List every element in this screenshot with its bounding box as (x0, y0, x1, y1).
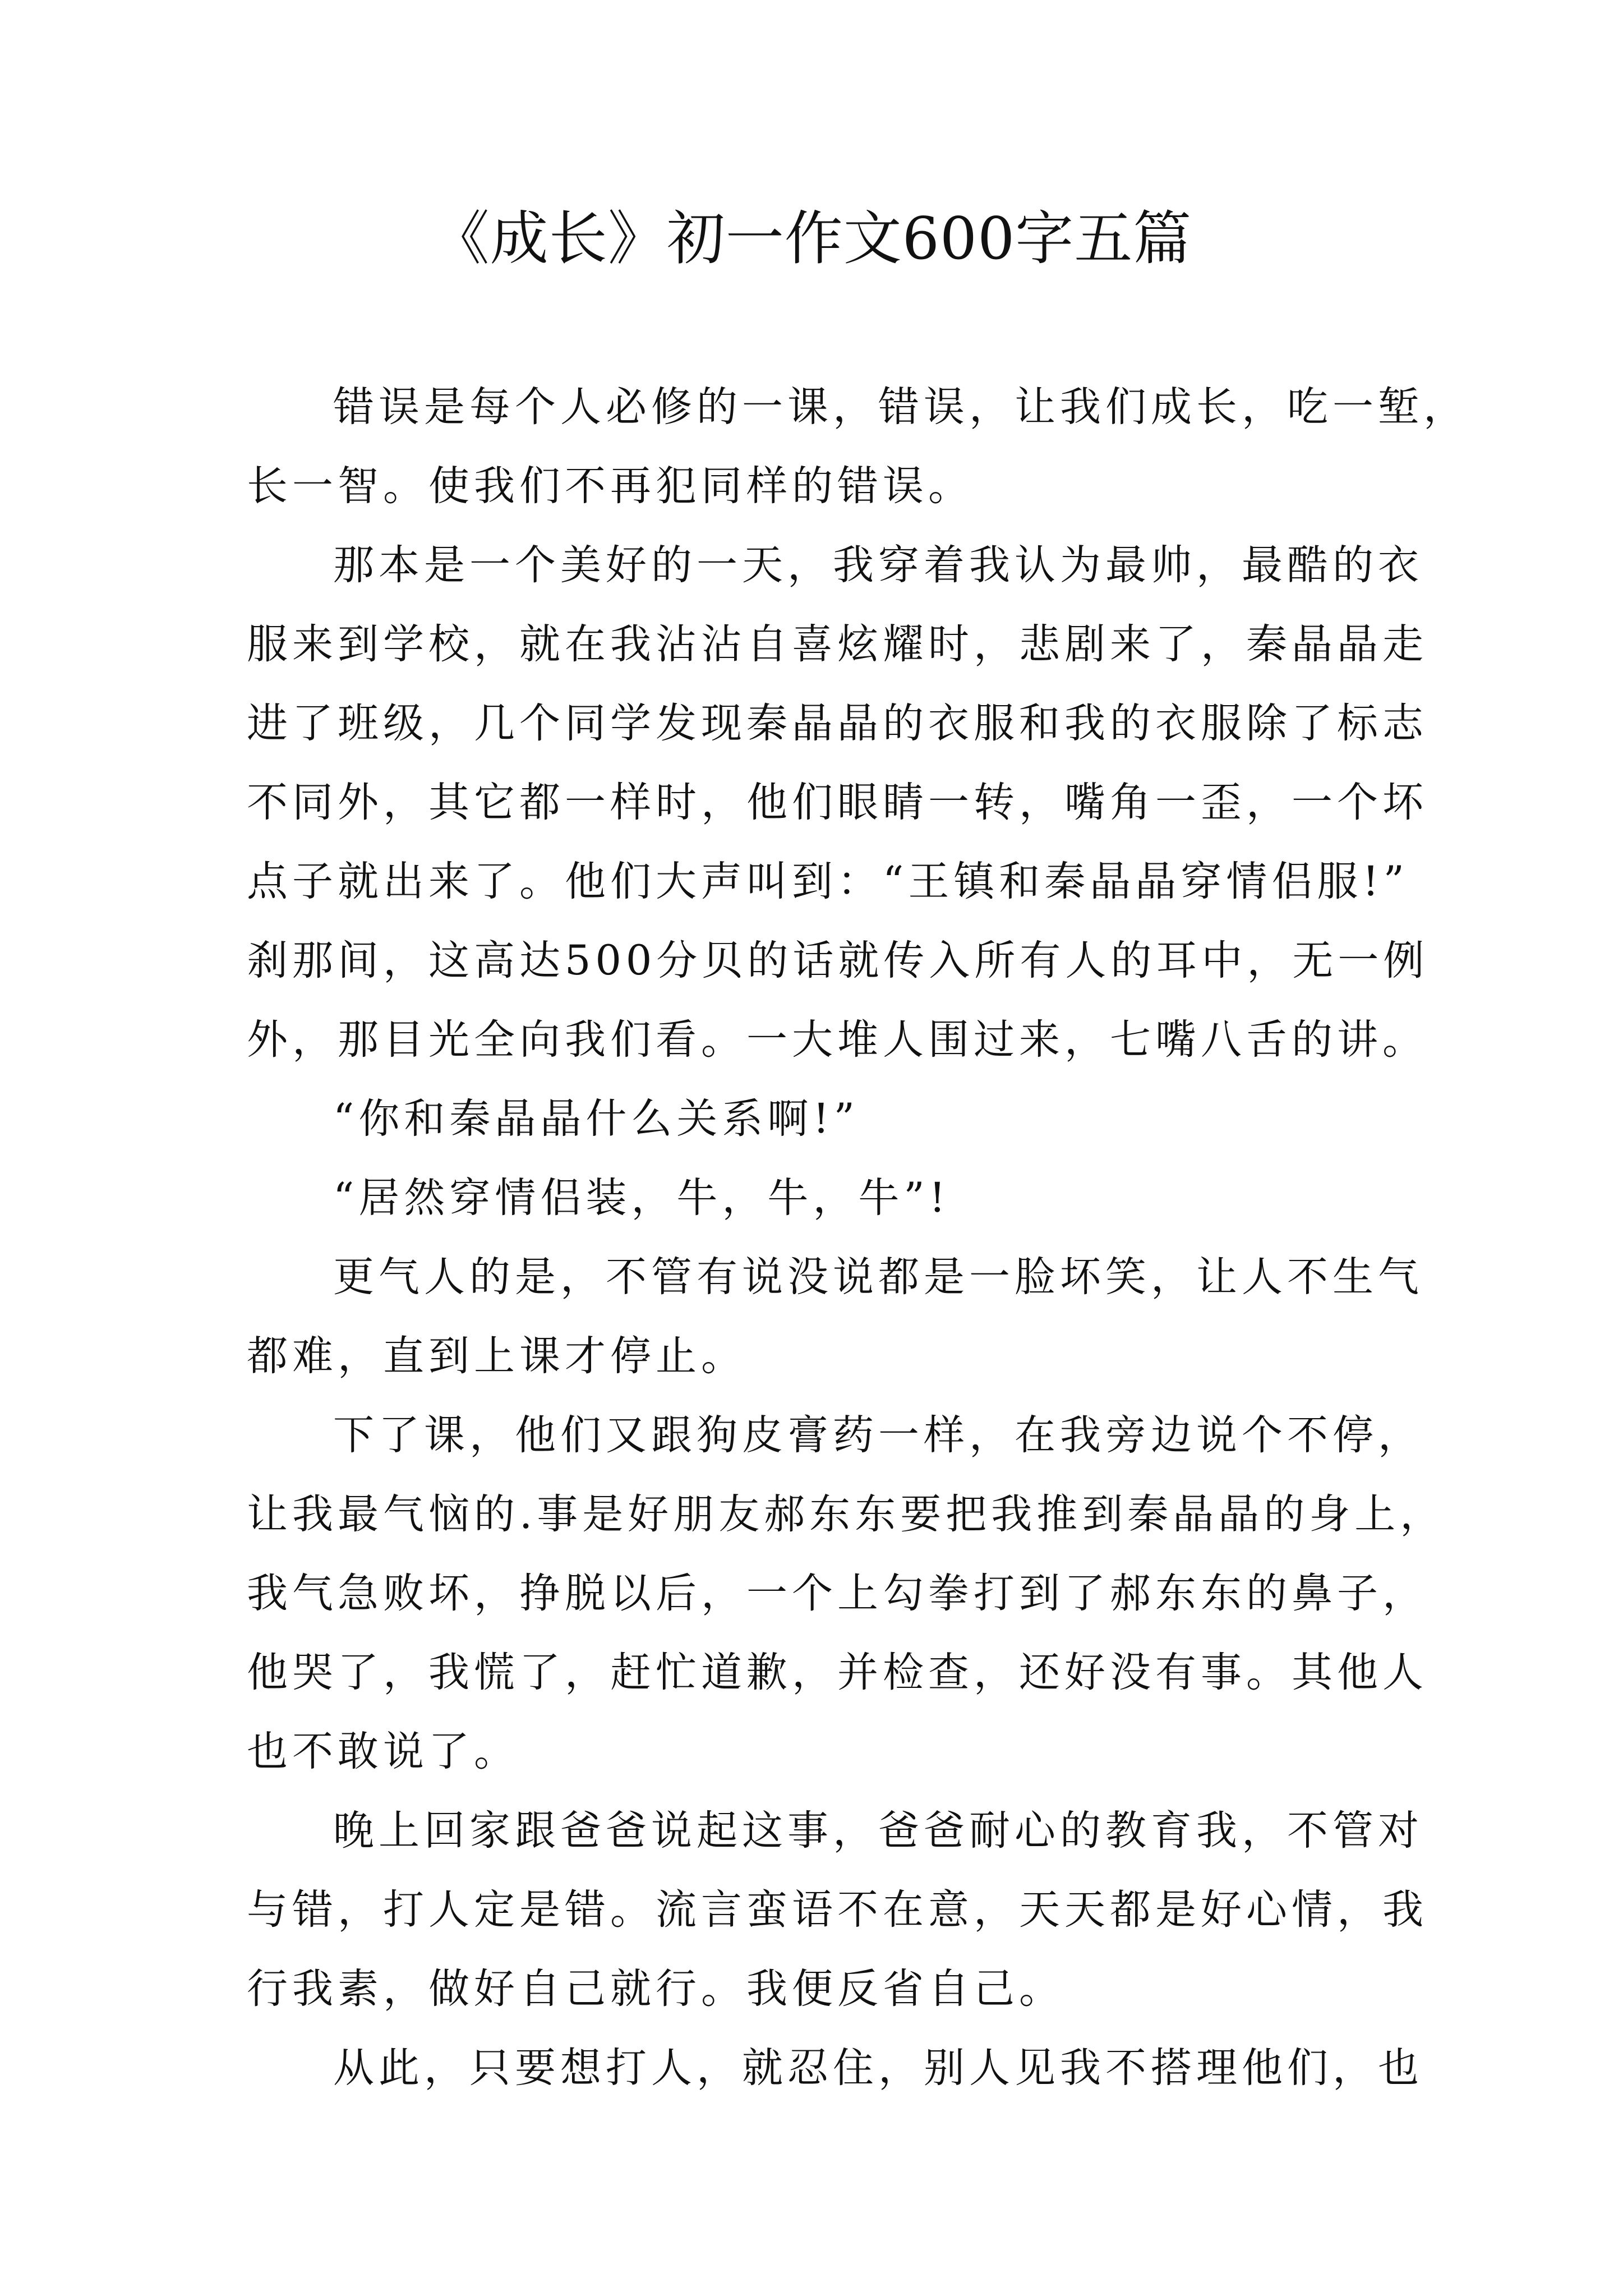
text-line: 刹那间，这高达500分贝的话就传入所有人的耳中，无一例 (247, 937, 1429, 984)
text-line: “你和秦晶晶什么关系啊!” (333, 1095, 859, 1143)
document-body (247, 367, 1469, 2108)
text-line: 从此，只要想打人，就忍住，别人见我不搭理他们，也 (333, 2044, 1423, 2092)
text-line: 错误是每个人必修的一课，错误，让我们成长，吃一堑， (333, 383, 1469, 431)
text-line: 那本是一个美好的一天，我穿着我认为最帅，最酷的衣 (333, 541, 1423, 589)
document-title: 《成长》初一作文600字五篇 (431, 204, 1192, 273)
text-line: 行我素，做好自己就行。我便反省自己。 (247, 1965, 1064, 2013)
text-line: 服来到学校，就在我沾沾自喜炫耀时，悲剧来了，秦晶晶走 (247, 620, 1428, 668)
text-line: 更气人的是，不管有说没说都是一脸坏笑，让人不生气 (333, 1253, 1423, 1301)
text-line: “居然穿情侣装，牛，牛，牛”! (333, 1174, 950, 1222)
text-line: 让我最气恼的.事是好朋友郝东东要把我推到秦晶晶的身上， (247, 1490, 1446, 1538)
text-line: 也不敢说了。 (247, 1728, 519, 1775)
text-line: 外，那目光全向我们看。一大堆人围过来，七嘴八舌的讲。 (247, 1016, 1428, 1064)
text-line: 我气急败坏，挣脱以后，一个上勾拳打到了郝东东的鼻子， (247, 1570, 1428, 1617)
text-line: 都难，直到上课才停止。 (247, 1332, 746, 1380)
text-line: 他哭了，我慌了，赶忙道歉，并检查，还好没有事。其他人 (247, 1649, 1428, 1696)
text-line: 晚上回家跟爸爸说起这事，爸爸耐心的教育我，不管对 (333, 1807, 1423, 1855)
text-line: 长一智。使我们不再犯同样的错误。 (247, 462, 974, 510)
text-line: 不同外，其它都一样时，他们眼睛一转，嘴角一歪，一个坏 (247, 779, 1428, 826)
text-line: 点子就出来了。他们大声叫到：“王镇和秦晶晶穿情侣服!” (247, 858, 1409, 905)
text-line: 与错，打人定是错。流言蛮语不在意，天天都是好心情，我 (247, 1886, 1428, 1934)
text-line: 下了课，他们又跟狗皮膏药一样，在我旁边说个不停， (333, 1411, 1423, 1459)
text-line: 进了班级，几个同学发现秦晶晶的衣服和我的衣服除了标志 (247, 700, 1428, 747)
